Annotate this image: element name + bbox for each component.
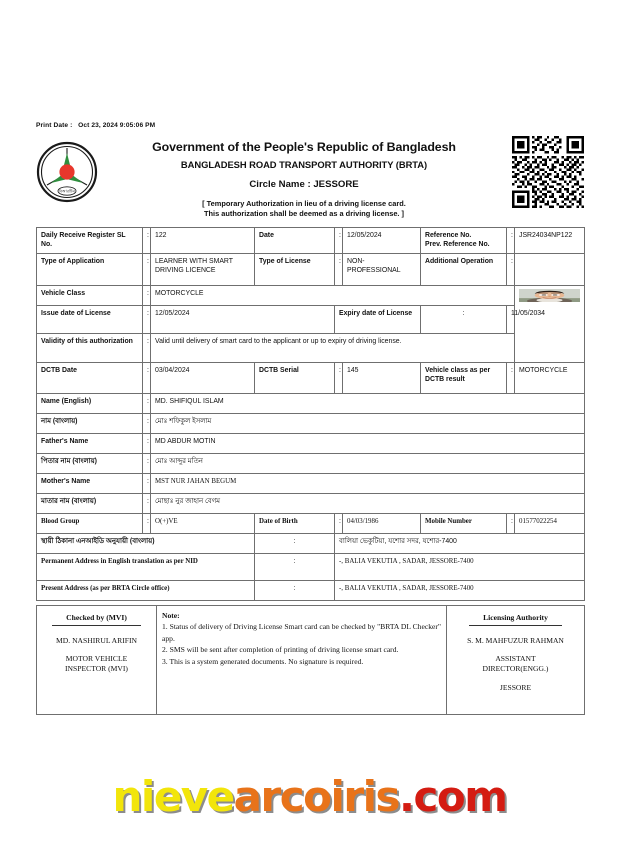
- document-header: [104, 140, 504, 219]
- type-of-application-value: LEARNER WITH SMART DRIVING LICENCE: [151, 253, 255, 285]
- father-name-value: MD ABDUR MOTIN: [151, 433, 585, 453]
- table-row: [37, 433, 585, 453]
- watermark-part-3: .com: [398, 772, 507, 821]
- checked-by-cell: [37, 606, 157, 715]
- blood-group-label: Blood Group: [37, 513, 143, 533]
- colon: :: [143, 305, 151, 333]
- table-row: [37, 362, 585, 393]
- licensing-authority-name: S. M. MAHFUZUR RAHMAN: [467, 636, 564, 646]
- daily-receive-register-value: 122: [151, 228, 255, 254]
- colon: :: [507, 513, 515, 533]
- colon: :: [507, 362, 515, 393]
- table-row: [37, 393, 585, 413]
- colon: :: [143, 433, 151, 453]
- name-bangla-label: নাম (বাংলায়): [37, 413, 143, 433]
- header-note-line-2: This authorization shall be deemed as a driving license. ]: [203, 208, 404, 218]
- table-row: [37, 253, 585, 285]
- colon: :: [255, 553, 335, 580]
- dctb-serial-label: DCTB Serial: [255, 362, 335, 393]
- validity-value: Valid until delivery of smart card to the applicant or up to expiry of driving license.: [151, 333, 515, 362]
- reference-no-value: JSR24034NP122: [515, 228, 585, 254]
- checked-by-role-line-1: MOTOR VEHICLE: [65, 653, 128, 663]
- vehicle-class-dctb-value: MOTORCYCLE: [515, 362, 585, 393]
- dctb-date-label: DCTB Date: [37, 362, 143, 393]
- header-line-2: BANGLADESH ROAD TRANSPORT AUTHORITY (BRTA): [180, 158, 428, 170]
- type-of-license-label: Type of License: [255, 253, 335, 285]
- header-circle-name: Circle Name : JESSORE: [249, 178, 359, 190]
- watermark: [0, 772, 619, 821]
- licensing-authority-title: Licensing Authority: [469, 612, 562, 626]
- vehicle-class-dctb-label: Vehicle class as per DCTB result: [421, 362, 507, 393]
- note-item-3: 3. This is a system generated documents. No signature is required.: [162, 656, 364, 666]
- brta-logo-icon: [36, 141, 98, 203]
- table-row: [37, 285, 585, 305]
- dob-value: 04/03/1986: [343, 513, 421, 533]
- colon: :: [143, 285, 151, 305]
- additional-operation-value: [515, 253, 585, 285]
- table-row: [37, 413, 585, 433]
- mobile-label: Mobile Number: [421, 513, 507, 533]
- present-address-label: Present Address (as per BRTA Circle office): [37, 580, 255, 600]
- colon: :: [143, 413, 151, 433]
- licensing-authority-office: JESSORE: [499, 683, 532, 693]
- blood-group-value: O(+)VE: [151, 513, 255, 533]
- reference-no-text: Reference No.: [425, 232, 472, 239]
- colon: :: [143, 393, 151, 413]
- date-label: Date: [255, 228, 335, 254]
- table-row: [37, 513, 585, 533]
- table-row: [37, 228, 585, 254]
- father-name-bangla-value: মোঃ আব্দুর মতিন: [151, 453, 585, 473]
- colon: :: [143, 228, 151, 254]
- table-row: [37, 493, 585, 513]
- date-value: 12/05/2024: [343, 228, 421, 254]
- present-address-value: -, BALIA VEKUTIA , SADAR, JESSORE-7400: [335, 580, 585, 600]
- print-date-label: Print Date :: [36, 122, 73, 129]
- permanent-address-bangla-value: বালিয়া ভেকুটিয়া, যশোর সদর, যশোর-7400: [335, 533, 585, 553]
- note-item-2: 2. SMS will be sent after completion of printing of driving license smart card.: [162, 645, 399, 655]
- table-row: [37, 553, 585, 580]
- colon: :: [143, 493, 151, 513]
- mother-name-bangla-value: মোছাঃ নুর জাহান বেগম: [151, 493, 585, 513]
- vehicle-class-value: MOTORCYCLE: [151, 285, 515, 305]
- table-row: [37, 533, 585, 553]
- father-name-bangla-label: পিতার নাম (বাংলায়): [37, 453, 143, 473]
- applicant-photo: [515, 285, 585, 362]
- qr-code-icon: [512, 136, 584, 208]
- checked-by-role: [43, 654, 150, 675]
- colon: :: [255, 580, 335, 600]
- licensing-authority-cell: [447, 606, 585, 715]
- name-english-label: Name (English): [37, 393, 143, 413]
- colon: :: [335, 513, 343, 533]
- permanent-address-bangla-label: স্থায়ী ঠিকানা এনআইডি অনুযায়ী (বাংলায়): [37, 533, 255, 553]
- colon: :: [143, 333, 151, 362]
- colon: :: [335, 228, 343, 254]
- svg-text:বিআরটিএ: বিআরটিএ: [58, 188, 76, 194]
- colon: :: [143, 453, 151, 473]
- checked-by-name: MD. NASHIRUL ARIFIN: [56, 636, 137, 646]
- mother-name-value: MST NUR JAHAN BEGUM: [151, 473, 585, 493]
- colon: :: [255, 533, 335, 553]
- licensing-authority-role: [453, 654, 578, 675]
- note-cell: [157, 606, 447, 715]
- reference-no-label: [421, 228, 507, 254]
- additional-operation-label: Additional Operation: [421, 253, 507, 285]
- licensing-authority-role-line-2: DIRECTOR(ENGG.): [482, 664, 549, 674]
- name-bangla-value: মোঃ শফিকুল ইসলাম: [151, 413, 585, 433]
- dctb-serial-value: 145: [343, 362, 421, 393]
- colon: :: [143, 362, 151, 393]
- permanent-address-english-label: Permanent Address in English translation as per NID: [37, 553, 255, 580]
- table-row: [37, 305, 585, 333]
- dctb-date-value: 03/04/2024: [151, 362, 255, 393]
- colon: :: [143, 253, 151, 285]
- expiry-date-label: Expiry date of License: [335, 305, 421, 333]
- table-row: [37, 473, 585, 493]
- print-date: [36, 122, 155, 129]
- name-english-value: MD. SHIFIQUL ISLAM: [151, 393, 585, 413]
- colon: :: [335, 253, 343, 285]
- checked-by-role-line-2: INSPECTOR (MVI): [65, 664, 128, 674]
- prev-reference-no-text: Prev. Reference No.: [425, 241, 490, 249]
- colon: :: [507, 253, 515, 285]
- print-date-value: Oct 23, 2024 9:05:06 PM: [78, 122, 156, 129]
- signature-table: [36, 605, 585, 715]
- table-row: [37, 606, 585, 715]
- table-row: [37, 333, 585, 362]
- daily-receive-register-label: Daily Receive Register SL No.: [37, 228, 143, 254]
- table-row: [37, 453, 585, 473]
- colon: :: [507, 228, 515, 254]
- note-title: Note:: [162, 611, 180, 620]
- watermark-part-1: nieve: [112, 772, 234, 821]
- note-item-1: 1. Status of delivery of Driving License Smart card can be checked by "BRTA DL Checker" app.: [162, 622, 441, 643]
- watermark-part-2: arcoiris: [233, 772, 399, 821]
- permanent-address-english-value: -, BALIA VEKUTIA , SADAR, JESSORE-7400: [335, 553, 585, 580]
- issue-date-label: Issue date of License: [37, 305, 143, 333]
- mobile-value: 01577022254: [515, 513, 585, 533]
- dob-label: Date of Birth: [255, 513, 335, 533]
- colon: :: [335, 362, 343, 393]
- header-line-1: Government of the People's Republic of Bangladesh: [152, 140, 456, 154]
- licensing-authority-role-line-1: ASSISTANT: [495, 653, 536, 663]
- mother-name-bangla-label: মাতার নাম (বাংলায়): [37, 493, 143, 513]
- colon: :: [143, 513, 151, 533]
- vehicle-class-label: Vehicle Class: [37, 285, 143, 305]
- checked-by-title: Checked by (MVI): [52, 612, 141, 626]
- father-name-label: Father's Name: [37, 433, 143, 453]
- header-note-line-1: [ Temporary Authorization in lieu of a driving license card.: [202, 198, 406, 208]
- mother-name-label: Mother's Name: [37, 473, 143, 493]
- validity-label: Validity of this authorization: [37, 333, 143, 362]
- colon: :: [143, 473, 151, 493]
- type-of-license-value: NON-PROFESSIONAL: [343, 253, 421, 285]
- type-of-application-label: Type of Application: [37, 253, 143, 285]
- table-row: [37, 580, 585, 600]
- expiry-date-value: 11/05/2034: [507, 305, 515, 333]
- license-details-table: [36, 227, 585, 601]
- colon: :: [421, 305, 507, 333]
- issue-date-value: 12/05/2024: [151, 305, 335, 333]
